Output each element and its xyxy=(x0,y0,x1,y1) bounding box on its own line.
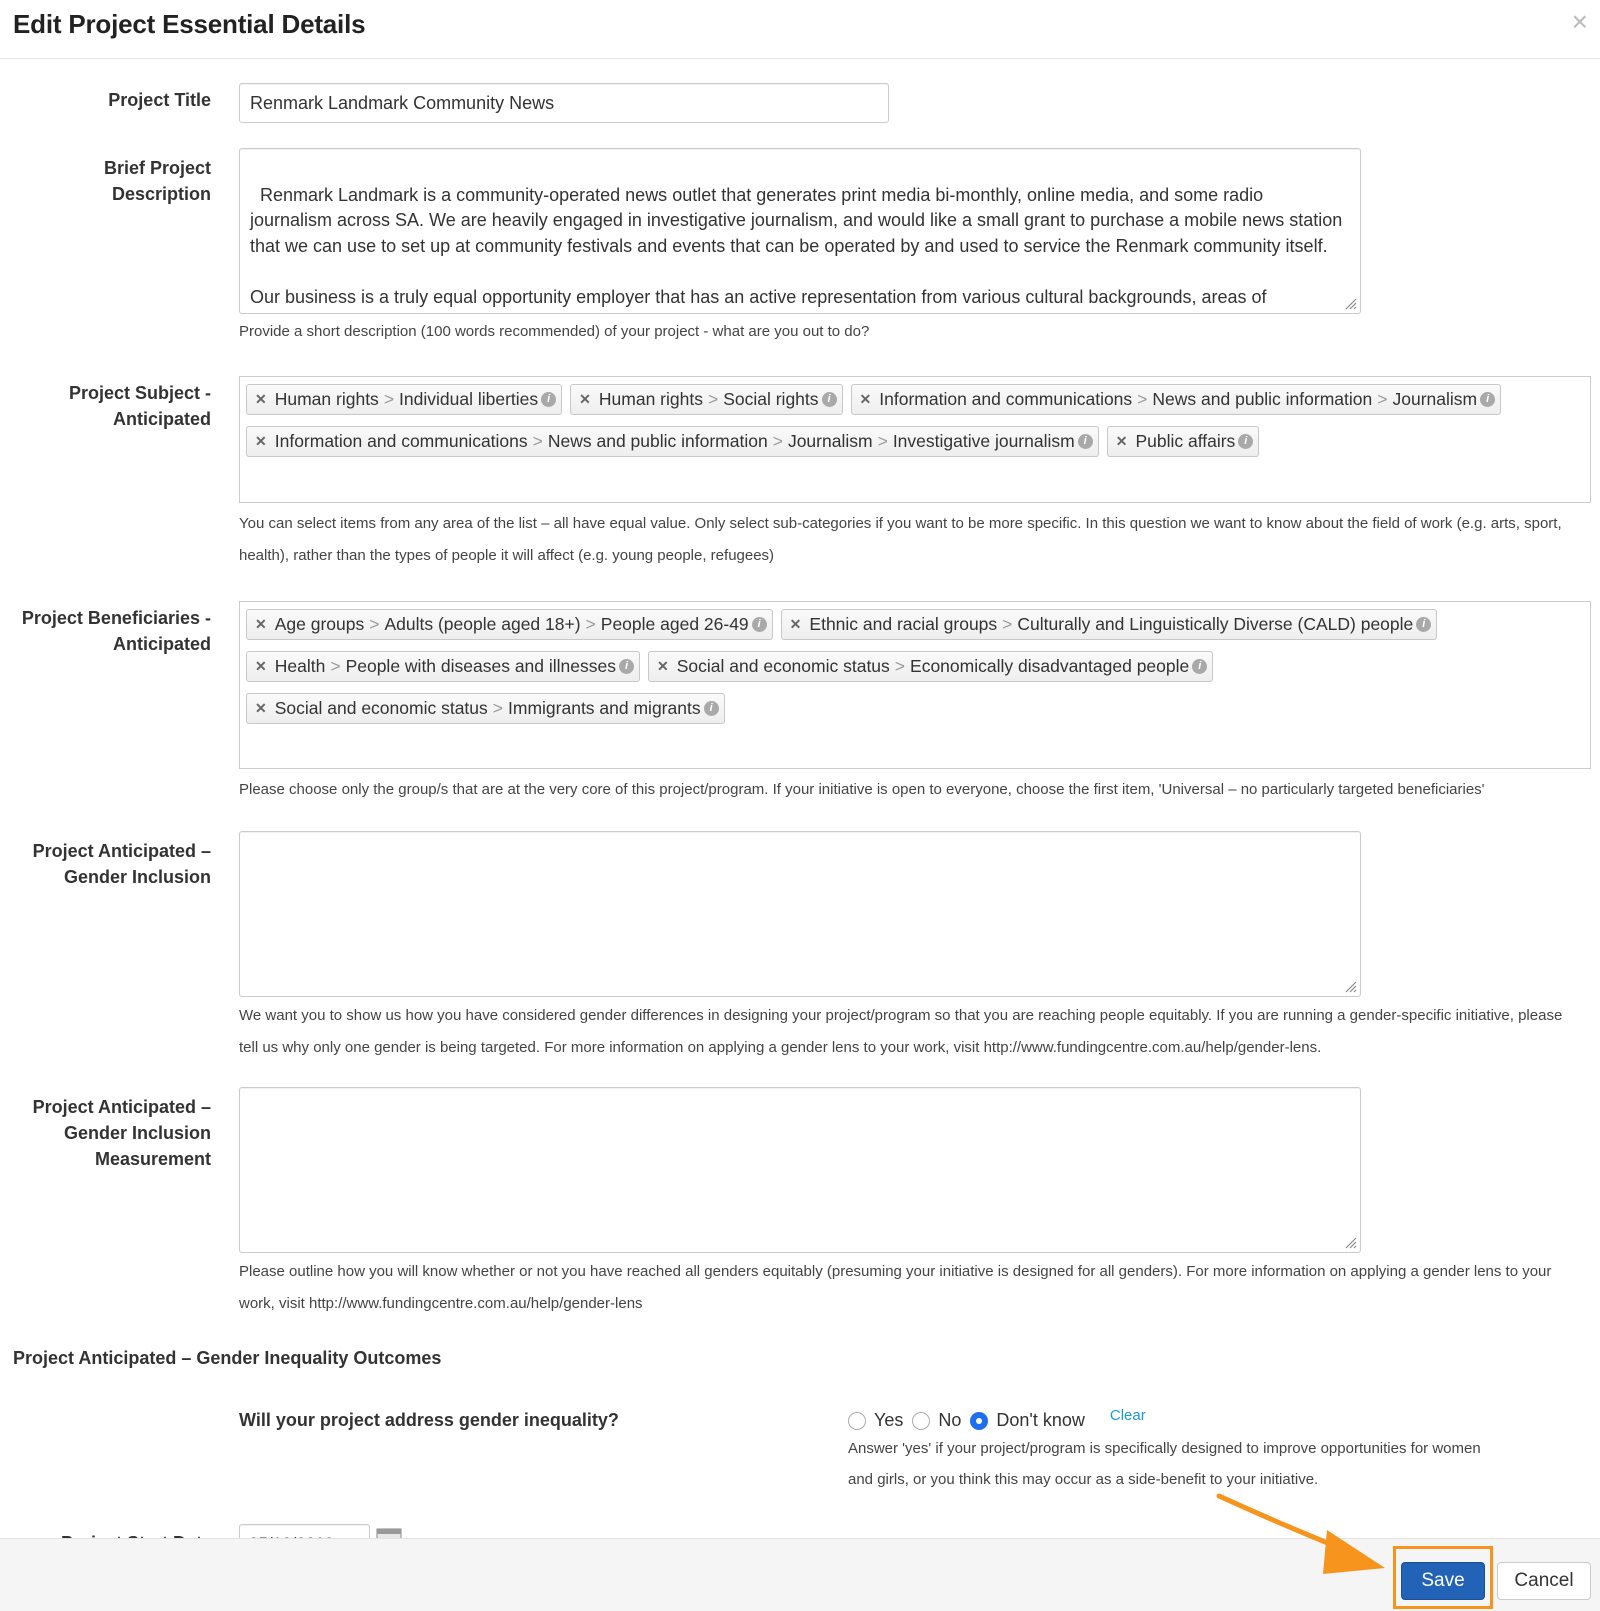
tag-segment: Social and economic status xyxy=(676,656,890,676)
remove-tag-icon[interactable]: ✕ xyxy=(789,616,802,632)
tag-chip[interactable] xyxy=(246,426,1099,457)
breadcrumb-separator: > xyxy=(585,614,596,634)
tag-segment: Culturally and Linguistically Diverse (CALD) people xyxy=(1017,614,1414,634)
description-label: Brief Project Description xyxy=(103,158,211,204)
project-title-label: Project Title xyxy=(108,90,211,110)
start-date-wrap xyxy=(239,1508,414,1538)
tag-chip[interactable] xyxy=(648,651,1213,682)
tag-segment: Investigative journalism xyxy=(892,431,1075,451)
info-icon[interactable]: i xyxy=(1192,659,1207,674)
gender-inclusion-textarea[interactable] xyxy=(239,831,1361,997)
breadcrumb-separator: > xyxy=(369,614,380,634)
info-icon[interactable]: i xyxy=(704,701,719,716)
info-icon[interactable]: i xyxy=(1416,617,1431,632)
close-icon[interactable]: × xyxy=(1571,6,1588,37)
info-icon[interactable]: i xyxy=(1078,434,1093,449)
radio-yes-label[interactable]: Yes xyxy=(874,1410,904,1430)
inequality-help: Answer 'yes' if your project/program is specifically designed to improve opportunities for women and girls, or you think this may occur as a side-benefit to your initiative. xyxy=(848,1440,1481,1488)
gender-inclusion-label: Project Anticipated – Gender Inclusion xyxy=(32,841,211,887)
inequality-radio-group xyxy=(848,1407,1146,1431)
tag-segment: Information and communications xyxy=(879,389,1133,409)
tag-segment: Health xyxy=(274,656,326,676)
tag-segment: Economically disadvantaged people xyxy=(910,656,1190,676)
info-icon[interactable]: i xyxy=(1238,434,1253,449)
tag-segment: Social rights xyxy=(723,389,819,409)
remove-tag-icon[interactable]: ✕ xyxy=(255,616,267,632)
breadcrumb-separator: > xyxy=(877,431,888,451)
remove-tag-icon[interactable]: ✕ xyxy=(579,391,591,407)
remove-tag-icon[interactable]: ✕ xyxy=(1115,433,1128,449)
resize-handle-icon[interactable] xyxy=(1341,1233,1357,1249)
breadcrumb-separator: > xyxy=(532,431,543,451)
description-help: Provide a short description (100 words recommended) of your project - what are you out to do? xyxy=(239,323,870,340)
description-textarea[interactable]: Renmark Landmark is a community-operated news outlet that generates print media bi-monthly, online media, and some radio journalism across SA. We are heavily engaged in investigative journalism, and would like a small grant to purchase a mobile news station that we can use to set up at community festivals and events that can be operated by and used to service the Renmark community itself. Our business is a truly equal opportunity employer that has an active representation from various cultural backgrounds, areas of xyxy=(239,148,1361,314)
radio-no[interactable] xyxy=(912,1412,930,1430)
tag-segment: Social and economic status xyxy=(274,698,488,718)
start-date-label-wrap xyxy=(0,1508,231,1538)
beneficiaries-help: Please choose only the group/s that are at the very core of this project/program. If your initiative is open to everyone, choose the first item, 'Universal – no particularly targeted beneficiaries' xyxy=(239,781,1485,798)
resize-handle-icon[interactable] xyxy=(1341,977,1357,993)
subject-tag-select[interactable] xyxy=(239,376,1591,503)
cancel-button[interactable]: Cancel xyxy=(1497,1562,1591,1600)
save-button[interactable]: Save xyxy=(1401,1562,1485,1600)
remove-tag-icon[interactable]: ✕ xyxy=(255,391,267,407)
tag-chip[interactable] xyxy=(246,609,773,640)
info-icon[interactable]: i xyxy=(752,617,767,632)
tag-segment: People aged 26-49 xyxy=(600,614,749,634)
tag-chip[interactable] xyxy=(1107,426,1260,457)
clear-link[interactable]: Clear xyxy=(1109,1407,1146,1424)
radio-dont-know[interactable] xyxy=(970,1412,988,1430)
breadcrumb-separator: > xyxy=(1137,389,1148,409)
tag-segment: Information and communications xyxy=(274,431,528,451)
tag-segment: Public affairs xyxy=(1135,431,1236,451)
info-icon[interactable]: i xyxy=(541,392,556,407)
tag-segment: Human rights xyxy=(598,389,703,409)
tag-segment: Ethnic and racial groups xyxy=(809,614,998,634)
beneficiaries-label: Project Beneficiaries - Anticipated xyxy=(21,608,211,654)
tag-chip[interactable] xyxy=(246,693,725,724)
gender-inclusion-help: We want you to show us how you have considered gender differences in designing your project/program so that you are reaching people equitably. If you are running a gender-specific initiative, please tell us why only one gender is being targeted. For more information on applying a gender lens to your work, visit http://www.fundingcentre.com.au/help/gender-lens. xyxy=(239,1007,1563,1056)
tag-chip[interactable] xyxy=(570,384,842,415)
inequality-question: Will your project address gender inequality? xyxy=(239,1410,619,1430)
subject-label: Project Subject - Anticipated xyxy=(68,383,211,429)
tag-segment: News and public information xyxy=(1152,389,1373,409)
gender-measurement-textarea[interactable] xyxy=(239,1087,1361,1253)
gender-measurement-help: Please outline how you will know whether or not you have reached all genders equitably (presuming your initiative is designed for all genders). For more information on applying a gender lens to your work, visit http://www.fundingcentre.com.au/help/gender-lens xyxy=(239,1263,1552,1312)
annotation-arrow-icon xyxy=(1215,1490,1395,1580)
breadcrumb-separator: > xyxy=(1002,614,1013,634)
tag-segment: Human rights xyxy=(274,389,379,409)
tag-segment: Immigrants and migrants xyxy=(508,698,701,718)
info-icon[interactable]: i xyxy=(822,392,837,407)
modal-title: Edit Project Essential Details xyxy=(13,9,366,39)
breadcrumb-separator: > xyxy=(772,431,783,451)
tag-chip[interactable] xyxy=(781,609,1438,640)
remove-tag-icon[interactable]: ✕ xyxy=(859,391,872,407)
radio-no-label[interactable]: No xyxy=(938,1410,962,1430)
tag-segment: Adults (people aged 18+) xyxy=(384,614,581,634)
tag-segment: Journalism xyxy=(787,431,873,451)
tag-chip[interactable] xyxy=(246,651,640,682)
tag-segment: News and public information xyxy=(547,431,768,451)
remove-tag-icon[interactable]: ✕ xyxy=(255,658,267,674)
tag-chip[interactable] xyxy=(851,384,1502,415)
tag-segment: Individual liberties xyxy=(399,389,539,409)
tag-chip[interactable] xyxy=(246,384,562,415)
breadcrumb-separator: > xyxy=(1377,389,1388,409)
remove-tag-icon[interactable]: ✕ xyxy=(255,700,267,716)
breadcrumb-separator: > xyxy=(383,389,395,409)
inequality-section-title: Project Anticipated – Gender Inequality Outcomes xyxy=(13,1348,442,1368)
gender-measurement-label: Project Anticipated – Gender Inclusion Measurement xyxy=(32,1097,211,1169)
breadcrumb-separator: > xyxy=(330,656,341,676)
remove-tag-icon[interactable]: ✕ xyxy=(255,433,267,449)
project-title-input[interactable]: Renmark Landmark Community News xyxy=(239,83,889,123)
breadcrumb-separator: > xyxy=(707,389,719,409)
info-icon[interactable]: i xyxy=(619,659,634,674)
subject-help: You can select items from any area of the list – all have equal value. Only select sub-categories if you want to be more specific. In this question we want to know about the field of work (e.g. arts, sport, health), rather than the types of people it will affect (e.g. young people, refugees) xyxy=(239,515,1562,564)
resize-handle-icon[interactable] xyxy=(1341,294,1357,310)
tag-segment: Age groups xyxy=(274,614,365,634)
breadcrumb-separator: > xyxy=(492,698,504,718)
info-icon[interactable]: i xyxy=(1480,392,1495,407)
tag-segment: Journalism xyxy=(1392,389,1478,409)
radio-dont-know-label[interactable]: Don't know xyxy=(996,1410,1085,1430)
tag-segment: People with diseases and illnesses xyxy=(345,656,617,676)
radio-yes[interactable] xyxy=(848,1412,866,1430)
modal-header xyxy=(0,0,1600,59)
breadcrumb-separator: > xyxy=(894,656,906,676)
beneficiaries-tag-select[interactable] xyxy=(239,601,1591,769)
remove-tag-icon[interactable]: ✕ xyxy=(657,658,669,674)
